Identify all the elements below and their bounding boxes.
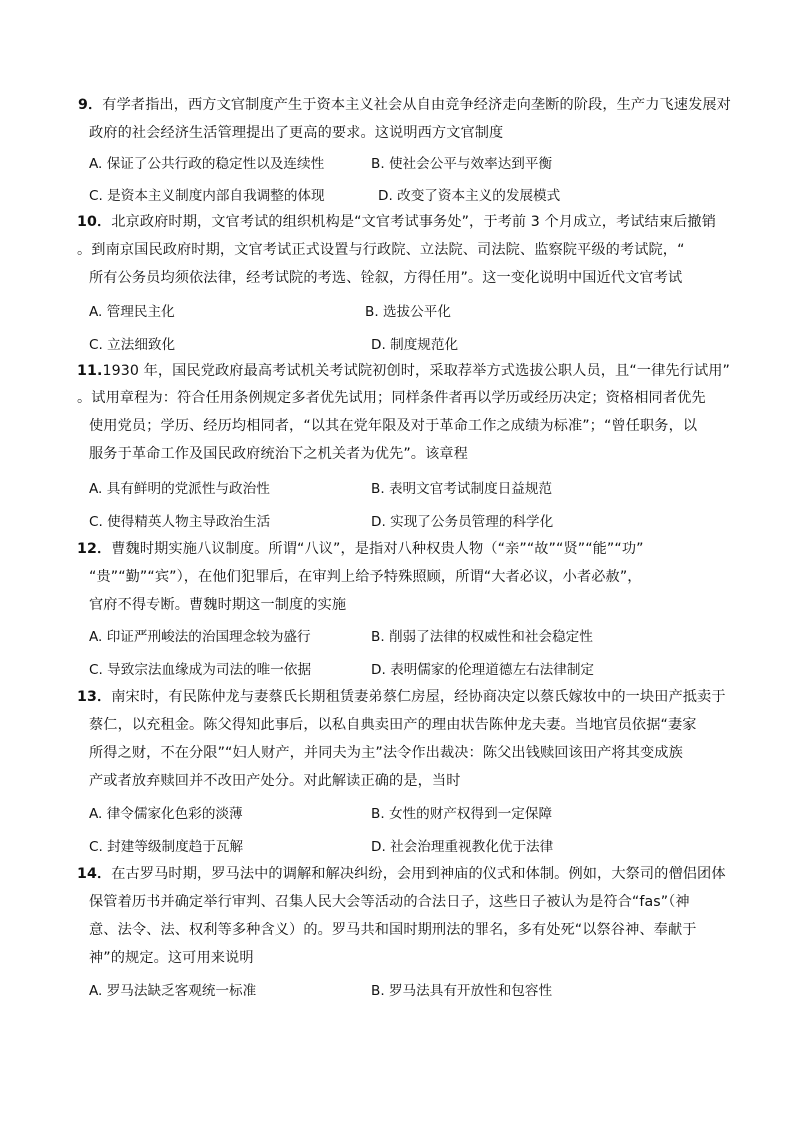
- question-12-option-a[interactable]: A. 印证严刑峻法的治国理念较为盛行: [89, 629, 311, 645]
- question-13-option-b[interactable]: B. 女性的财产权得到一定保障: [371, 806, 553, 822]
- question-13-option-c[interactable]: C. 封建等级制度趋于瓦解: [89, 839, 244, 855]
- question-10-option-a[interactable]: A. 管理民主化: [89, 304, 175, 320]
- question-10-option-c[interactable]: C. 立法细致化: [89, 337, 176, 353]
- question-14-line-4: 神”的规定。这可用来说明: [89, 950, 254, 966]
- question-11-line-1: 11.1930 年，国民党政府最高考试机关考试院初创时，采取荐举方式选拔公职人员，且“一律先行试用”: [77, 363, 730, 379]
- question-9-line-2: 政府的社会经济生活管理提出了更高的要求。这说明西方文官制度: [89, 125, 504, 141]
- question-10-line-3: 所有公务员均须依法律，经考试院的考选、铨叙，方得任用”。这一变化说明中国近代文官考试: [89, 270, 683, 286]
- question-14-line-3: 意、法令、法、权利等多种含义）的。罗马共和国时期刑法的罪名，多有处死“以祭谷神、奉献于: [89, 922, 697, 938]
- question-9-option-d[interactable]: D. 改变了资本主义的发展模式: [378, 188, 561, 204]
- question-10-number: 10: [77, 214, 97, 230]
- question-10-line-2: 。到南京国民政府时期，文官考试正式设置与行政院、立法院、司法院、监察院平级的考试院，“: [77, 242, 685, 258]
- question-12-option-c[interactable]: C. 导致宗法血缘成为司法的唯一依据: [89, 662, 312, 678]
- question-14-option-a[interactable]: A. 罗马法缺乏客观统一标准: [89, 983, 257, 999]
- question-12-option-b[interactable]: B. 削弱了法律的权威性和社会稳定性: [371, 629, 593, 645]
- question-14-number: 14: [77, 866, 97, 882]
- question-11-option-b[interactable]: B. 表明文官考试制度日益规范: [371, 481, 553, 497]
- question-12-option-d[interactable]: D. 表明儒家的伦理道德左右法律制定: [371, 662, 595, 678]
- question-11-number: 11: [77, 363, 97, 379]
- question-11-line-2: 。试用章程为：符合任用条例规定多者优先试用；同样条件者再以学历或经历决定；资格相同者优先: [77, 390, 706, 406]
- question-11-line-3: 使用党员；学历、经历均相同者，“以其在党年限及对于革命工作之成绩为标准”；“曾任职务，以: [89, 418, 698, 434]
- question-11-option-a[interactable]: A. 具有鲜明的党派性与政治性: [89, 481, 270, 497]
- question-13-line-3: 所得之财，不在分限”“妇人财产，并同夫为主”法令作出裁决：陈父出钱赎回该田产将其变成族: [89, 745, 683, 761]
- question-10-option-b[interactable]: B. 选拔公平化: [365, 304, 451, 320]
- question-11-option-d[interactable]: D. 实现了公务员管理的科学化: [371, 514, 554, 530]
- question-12-line-3: 官府不得专断。曹魏时期这一制度的实施: [89, 597, 347, 613]
- question-11-line-4: 服务于革命工作及国民政府统治下之机关者为优先”。该章程: [89, 446, 468, 462]
- question-9-option-b[interactable]: B. 使社会公平与效率达到平衡: [371, 156, 553, 172]
- question-12-line-1: 12．曹魏时期实施八议制度。所谓“八议”，是指对八种权贵人物（“亲”“故”“贤”“能”“功”: [77, 541, 644, 557]
- question-10-line-1: 10．北京政府时期，文官考试的组织机构是“文官考试事务处”，于考前 3 个月成立，考试结束后撤销: [77, 214, 716, 230]
- question-9-number: 9: [78, 97, 88, 113]
- question-13-number: 13: [77, 689, 97, 705]
- question-13-line-2: 蔡仁，以充租金。陈父得知此事后，以私自典卖田产的理由状告陈仲龙夫妻。当地官员依据“妻家: [89, 717, 697, 733]
- question-13-line-1: 13．南宋时，有民陈仲龙与妻蔡氏长期租赁妻弟蔡仁房屋，经协商决定以蔡氏嫁妆中的一块田产抵卖于: [77, 689, 726, 705]
- question-14-line-1: 14．在古罗马时期，罗马法中的调解和解决纠纷，会用到神庙的仪式和体制。例如，大祭司的僧侣团体: [77, 866, 726, 882]
- question-12-number: 12: [77, 541, 97, 557]
- question-9-line-1: 9．有学者指出，西方文官制度产生于资本主义社会从自由竞争经济走向垄断的阶段，生产力飞速发展对: [78, 97, 731, 113]
- question-13-option-d[interactable]: D. 社会治理重视教化优于法律: [371, 839, 554, 855]
- question-14-option-b[interactable]: B. 罗马法具有开放性和包容性: [371, 983, 553, 999]
- question-9-option-a[interactable]: A. 保证了公共行政的稳定性以及连续性: [89, 156, 325, 172]
- question-14-line-2: 保管着历书并确定举行审判、召集人民大会等活动的合法日子，这些日子被认为是符合“fas”（神: [89, 894, 690, 910]
- question-12-line-2: “贵”“勤”“宾”），在他们犯罪后，在审判上给予特殊照顾，所谓“大者必议，小者必赦”，: [89, 569, 642, 585]
- question-9-option-c[interactable]: C. 是资本主义制度内部自我调整的体现: [89, 188, 325, 204]
- question-10-option-d[interactable]: D. 制度规范化: [371, 337, 459, 353]
- question-13-line-4: 产或者放弃赎回并不改田产处分。对此解读正确的是，当时: [89, 773, 461, 789]
- question-11-option-c[interactable]: C. 使得精英人物主导政治生活: [89, 514, 271, 530]
- question-13-option-a[interactable]: A. 律令儒家化色彩的淡薄: [89, 806, 243, 822]
